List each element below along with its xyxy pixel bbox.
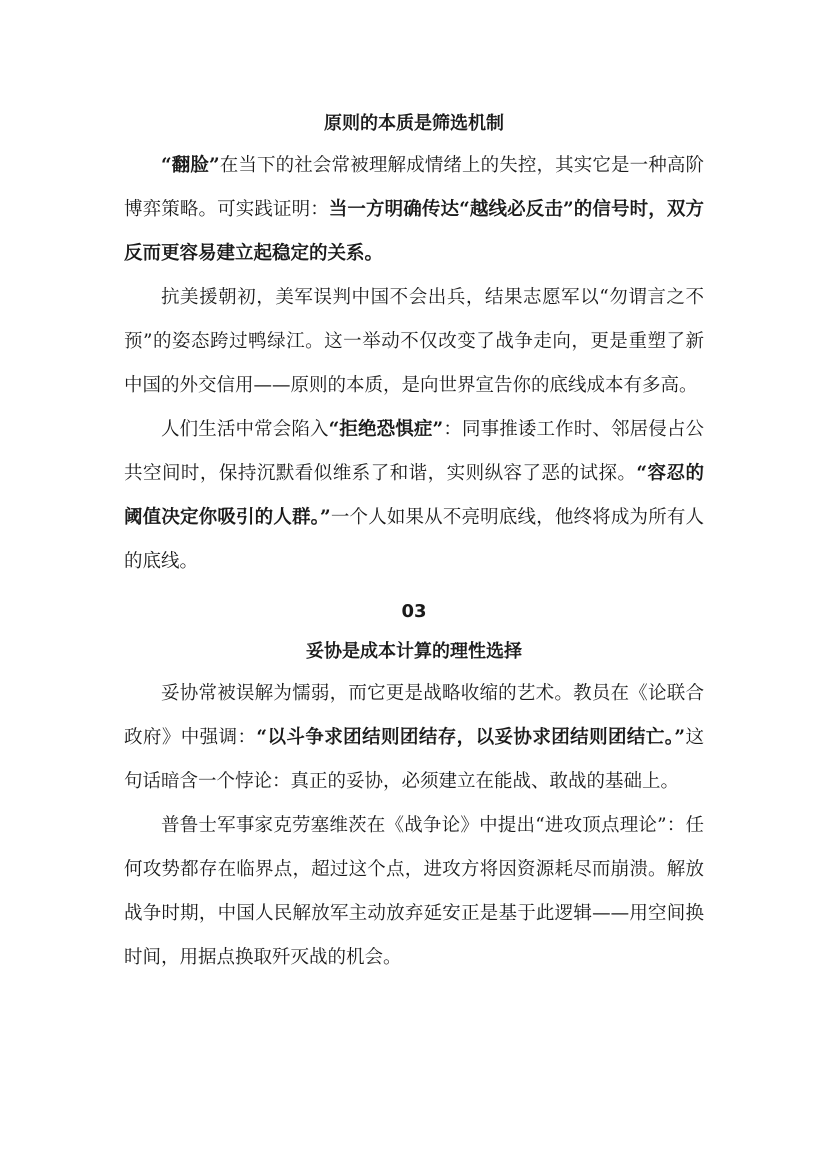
- section-number: 03: [401, 601, 427, 622]
- bold-statement: 当一方明确传达“越线必反击”的信号时，双方反而更容易建立起稳定的关系。: [124, 199, 704, 264]
- document-page: [124, 104, 704, 980]
- bold-quote-tolerance: “容忍的阈值决定你吸引的人群。”: [124, 463, 704, 528]
- paragraph-fanlian: [124, 144, 704, 276]
- paragraph-text: 在当下的社会常被理解成情绪上的失控，其实它是一种高阶博弈策略。可实践证明：: [124, 155, 704, 220]
- paragraph-clausewitz: 普鲁士军事家克劳塞维茨在《战争论》中提出“进攻顶点理论”：任何攻势都存在临界点，超过这个点，进攻方将因资源耗尽而崩溃。解放战争时期，中国人民解放军主动放弃延安正是基于此逻辑——用空间换时间，用据点换取歼灭战的机会。: [124, 815, 704, 968]
- section-title-principle: 原则的本质是筛选机制: [324, 113, 504, 134]
- bold-quote-unity: “以斗争求团结则团结存，以妥协求团结则团结亡。”: [256, 727, 686, 748]
- bold-term-fanlian: “翻脸”: [161, 155, 220, 176]
- section-title-compromise: 妥协是成本计算的理性选择: [306, 641, 522, 662]
- paragraph-text: 妥协常被误解为懦弱，而它更是战略收缩的艺术。教员在《论联合政府》中强调：: [124, 683, 704, 748]
- paragraph-text: ：同事推诿工作时、邻居侵占公共空间时，保持沉默看似维系了和谐，实则纵容了恶的试探。: [124, 419, 704, 484]
- paragraph-compromise: [124, 672, 704, 804]
- paragraph-refusal-fear: [124, 408, 704, 584]
- paragraph-text: 这句话暗含一个悖论：真正的妥协，必须建立在能战、敢战的基础上。: [124, 727, 704, 792]
- paragraph-text: 一个人如果从不亮明底线，他终将成为所有人的底线。: [124, 507, 704, 572]
- bold-term-refusal-fear: “拒绝恐惧症”: [328, 419, 444, 440]
- paragraph-korean-war: 抗美援朝初，美军误判中国不会出兵，结果志愿军以“勿谓言之不预”的姿态跨过鸭绿江。这一举动不仅改变了战争走向，更是重塑了新中国的外交信用——原则的本质，是向世界宣告你的底线成本有多高。: [124, 287, 704, 396]
- paragraph-text: 人们生活中常会陷入: [161, 419, 329, 440]
